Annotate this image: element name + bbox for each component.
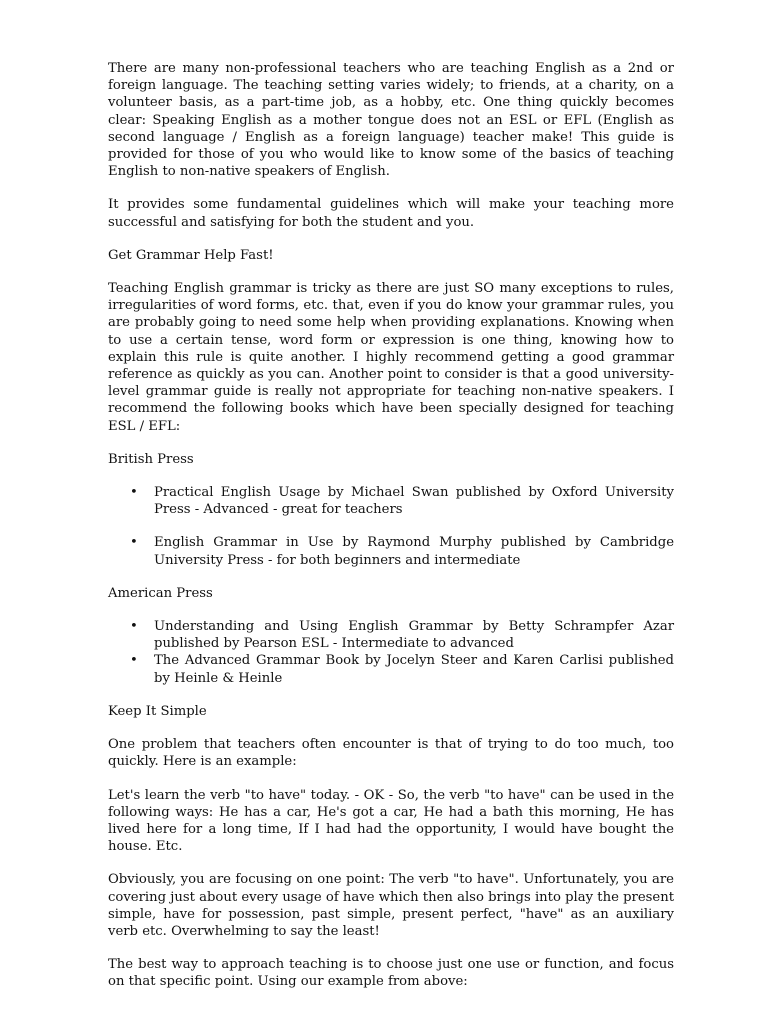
list-item: [108, 484, 674, 518]
example-paragraph: Let's learn the verb "to have" today. - OK - So, the verb "to have" can be used in the following ways: He has a car, He's got a car, He had a bath this morning, He has lived here for a long time, If I had had the opportunity, I would have bought the house. Etc.: [108, 787, 674, 855]
simple-paragraph: One problem that teachers often encounter is that of trying to do too much, too quickly. Here is an example:: [108, 737, 674, 770]
provides-paragraph: It provides some fundamental guidelines which will make your teaching more successful and satisfying for both the student and you.: [108, 197, 674, 230]
book-details: by Michael Swan published by Oxford University Press - Advanced - great for teachers: [154, 485, 674, 518]
book-details: by Betty Schrampfer Azar published by Pearson ESL - Intermediate to advanced: [154, 619, 674, 652]
book-title: The Advanced Grammar Book: [154, 653, 360, 669]
book-title: Practical English Usage: [154, 485, 321, 501]
list-item: [108, 618, 674, 652]
obviously-paragraph: Obviously, you are focusing on one point: The verb "to have". Unfortunately, you are covering just about every usage of have which then also brings into play the present simple, have for possession, past simple, present perfect, "have" as an auxiliary verb etc. Overwhelming to say the least!: [108, 872, 674, 939]
american-press-heading: American Press: [108, 585, 213, 601]
british-books-list: [108, 484, 674, 569]
bullet-icon: •: [130, 653, 138, 669]
list-item: [108, 652, 674, 686]
bullet-icon: •: [130, 485, 138, 501]
grammar-paragraph: Teaching English grammar is tricky as there are just SO many exceptions to rules, irregularities of word forms, etc. that, even if you do know your grammar rules, you are probably going to need some help when providing explanations. Knowing when to use a certain tense, word form or expression is one thing, knowing how to explain this rule is quite another. I highly recommend getting a good grammar reference as quickly as you can. Another point to consider is that a good university-level grammar guide is really not appropriate for teaching non-native speakers. I recommend the following books which have been specially designed for teaching ESL / EFL:: [108, 281, 674, 434]
keep-simple-heading: Keep It Simple: [108, 703, 207, 719]
american-books-list: [108, 618, 674, 687]
bullet-icon: •: [130, 535, 138, 551]
book-details: by Raymond Murphy published by Cambridge University Press - for both beginners and intermediate: [154, 535, 674, 568]
document-page: [108, 60, 674, 1007]
list-item: [108, 534, 674, 568]
intro-paragraph: There are many non-professional teachers who are teaching English as a 2nd or foreign language. The teaching setting varies widely; to friends, at a charity, on a volunteer basis, as a part-time job, as a hobby, etc. One thing quickly becomes clear: Speaking English as a mother tongue does not an ESL or EFL (English as second language / English as a foreign language) teacher make! This guide is provided for those of you who would like to know some of the basics of teaching English to non-native speakers of English.: [108, 61, 674, 180]
book-details: by Jocelyn Steer and Karen Carlisi published by Heinle & Heinle: [154, 653, 674, 686]
book-title: Understanding and Using English Grammar: [154, 619, 473, 635]
best-way-paragraph: The best way to approach teaching is to choose just one use or function, and focus on that specific point. Using our example from above:: [108, 957, 674, 990]
bullet-icon: •: [130, 619, 138, 635]
british-press-heading: British Press: [108, 451, 194, 467]
grammar-heading: Get Grammar Help Fast!: [108, 247, 274, 263]
book-title: English Grammar in Use: [154, 535, 334, 551]
